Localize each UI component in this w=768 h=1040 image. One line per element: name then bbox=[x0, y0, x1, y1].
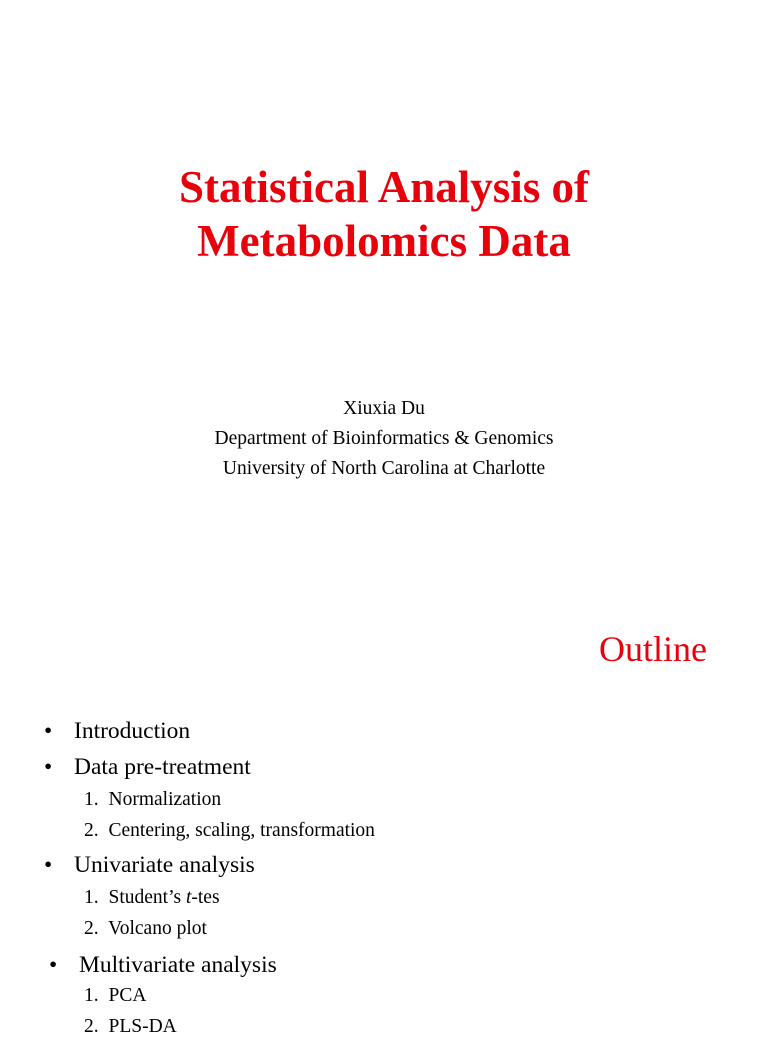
sub-item-label: PLS-DA bbox=[108, 1016, 177, 1037]
author-name: Xiuxia Du bbox=[343, 398, 425, 419]
outline-heading: Outline bbox=[599, 629, 707, 669]
author-department: Department of Bioinformatics & Genomics bbox=[214, 428, 554, 449]
sub-item-label: Centering, scaling, transformation bbox=[108, 820, 375, 841]
sub-item-normalization bbox=[84, 787, 221, 813]
bullet-icon: • bbox=[44, 718, 53, 744]
sub-item-number: 2. bbox=[84, 918, 99, 939]
bullet-icon: • bbox=[44, 754, 53, 780]
sub-item-students-t-test bbox=[84, 885, 220, 911]
author-university: University of North Carolina at Charlotte bbox=[222, 458, 546, 479]
list-item-label: Univariate analysis bbox=[74, 852, 255, 878]
sub-item-label: Normalization bbox=[108, 789, 222, 810]
sub-item-label-post: -tes bbox=[191, 887, 220, 908]
sub-item-volcano-plot bbox=[84, 916, 207, 942]
list-item-label: Data pre-treatment bbox=[74, 754, 251, 780]
list-item-label: Multivariate analysis bbox=[79, 952, 277, 978]
sub-item-number: 2. bbox=[84, 820, 99, 841]
bullet-icon: • bbox=[44, 852, 53, 878]
title-line-1: Statistical Analysis of bbox=[178, 162, 590, 212]
sub-item-centering bbox=[84, 818, 375, 844]
sub-item-number: 1. bbox=[84, 789, 99, 810]
sub-item-label: PCA bbox=[108, 985, 147, 1006]
sub-item-number: 1. bbox=[84, 985, 99, 1006]
sub-item-number: 1. bbox=[84, 887, 99, 908]
sub-item-pls-da bbox=[84, 1014, 177, 1040]
bullet-icon: • bbox=[49, 952, 58, 978]
sub-item-number: 2. bbox=[84, 1016, 99, 1037]
sub-item-label: Volcano plot bbox=[108, 918, 207, 939]
sub-item-label-italic: t bbox=[185, 887, 192, 908]
sub-item-label-pre: Student’s bbox=[108, 887, 186, 908]
title-line-2: Metabolomics Data bbox=[197, 216, 571, 266]
sub-item-pca bbox=[84, 983, 146, 1009]
list-item-label: Introduction bbox=[74, 718, 191, 744]
